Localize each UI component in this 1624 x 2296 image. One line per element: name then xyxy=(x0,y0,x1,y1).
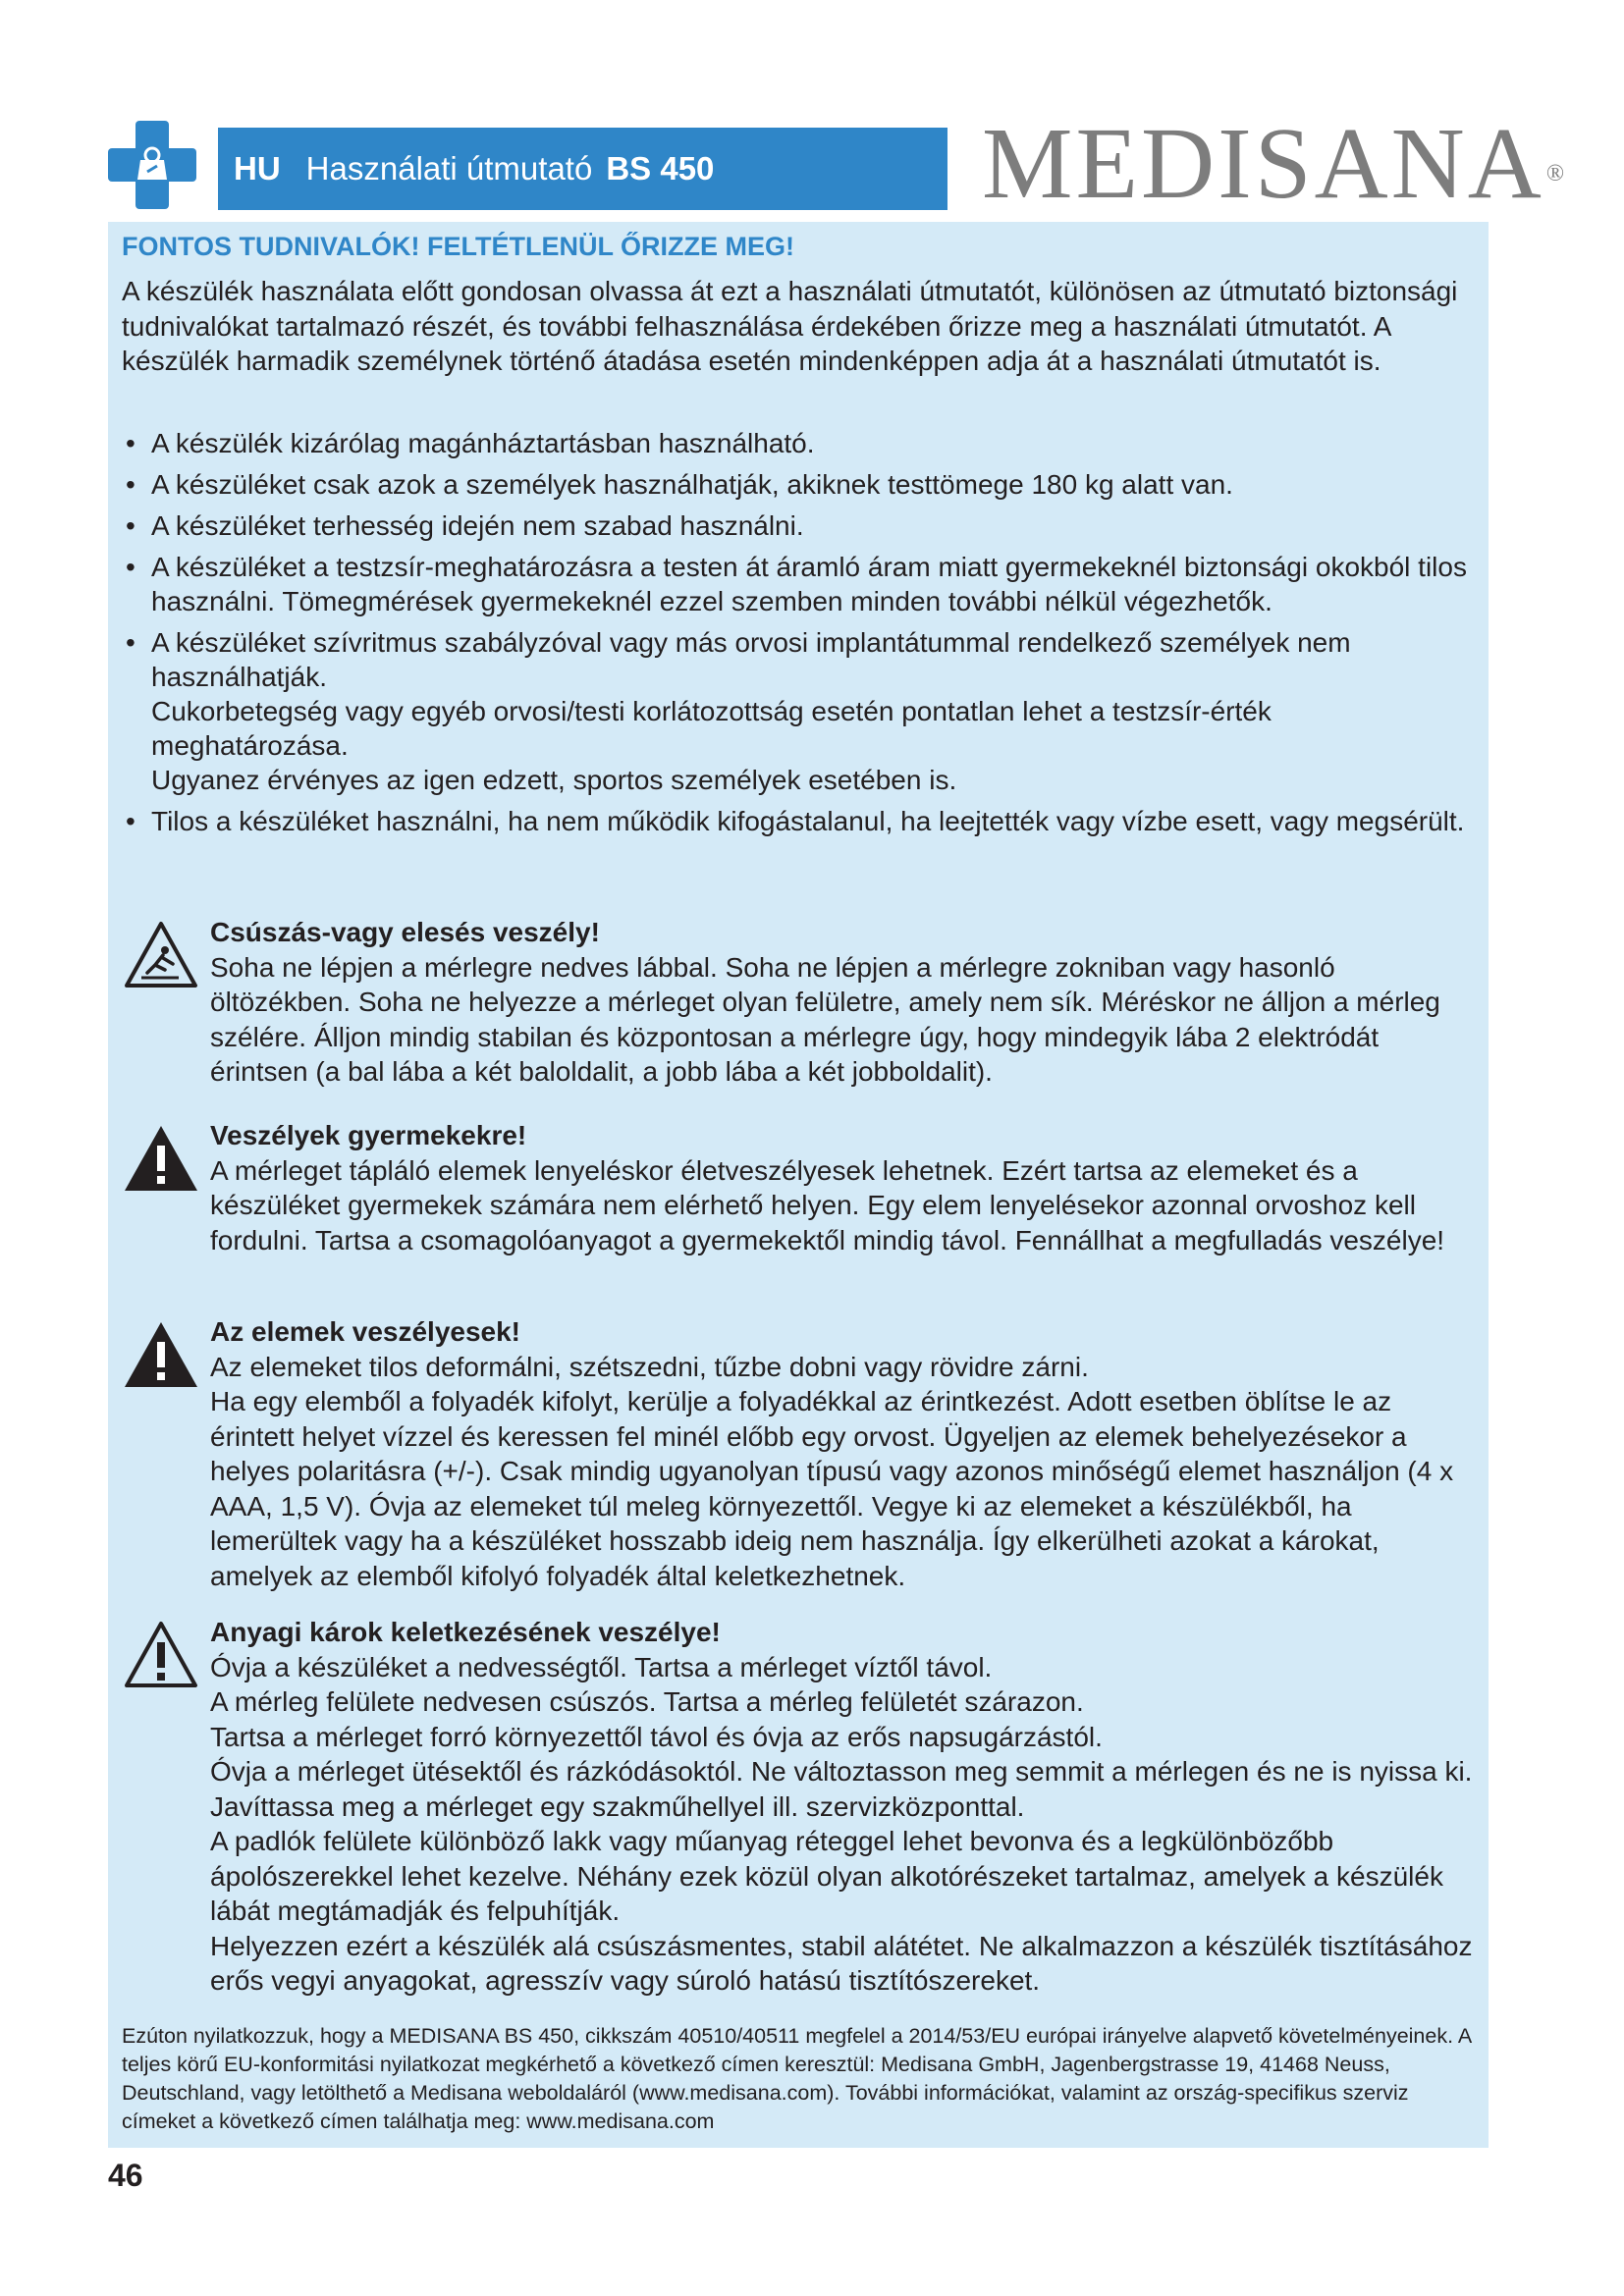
warning-property-damage xyxy=(124,1615,1479,1999)
conformity-declaration: Ezúton nyilatkozzuk, hogy a MEDISANA BS 450, cikkszám 40510/40511 megfelel a 2014/53/EU európai irányelve alapvető követelményeinek. A teljes körű EU-konformitási nyilatkozat megkérhető a következő címen keresztül: Medisana GmbH, Jagenbergstrasse 19, 41468 Neuss, Deutschland, vagy letölthető a Medisana weboldaláról (www.medisana.com). További információkat, valamint az ország-specifikus szerviz címeket a következő címen találhatja meg: www.medisana.com xyxy=(122,2024,1472,2133)
header-bar xyxy=(218,128,947,210)
warning-line: A padlók felülete különböző lakk vagy műanyag réteggel lehet bevonva és a legkülönbözőbb ápolószerekkel lehet kezelve. Néhány ezek közül olyan alkotórészeket tartalmaz, amelyek a készülék lábát megtámadják és felpuhítják. xyxy=(210,1826,1443,1926)
caution-warning-icon xyxy=(124,1621,198,1689)
warning-text: Soha ne lépjen a mérlegre nedves lábbal. Soha ne lépjen a mérlegre zokniban vagy hasonló öltözékben. Soha ne helyezze a mérleget olyan felületre, amely nem sík. Méréskor ne álljon a mérleg szélére. Álljon mindig stabilan és központosan a mérlegre úgy, hogy mindegyik lába 2 elektródát érintsen (a bal lába a két baloldalit, a jobb lába a két jobboldalit). xyxy=(210,951,1440,1087)
warning-line: Óvja a mérleget ütésektől és rázkódásoktól. Ne változtasson meg semmit a mérlegen és ne is nyissa ki. Javíttassa meg a mérleget egy szakműhellyel ill. szervizközponttal. xyxy=(210,1756,1473,1822)
list-item: • A készüléket szívritmus szabályzóval vagy más orvosi implantátummal rendelkező személyek nem használhatják. Cukorbetegség vagy egyéb orvosi/testi korlátozottság esetén pontatlan lehet a testzsír-érték meghatározása. Ugyanez érvényes az igen edzett, sportos személyek esetében is. xyxy=(126,627,1351,795)
warning-line: A mérleg felülete nedvesen csúszós. Tartsa a mérleg felületét szárazon. xyxy=(210,1686,1084,1717)
brand-logo xyxy=(982,107,1568,220)
warning-line: Helyezzen ezért a készülék alá csúszásmentes, stabil alátétet. Ne alkalmazzon a készülék tisztításához erős vegyi anyagokat, agresszív vagy súroló hatású tisztítószereket. xyxy=(210,1930,1473,1996)
safety-intro: A készülék használata előtt gondosan olvassa át ezt a használati útmutatót, különösen az útmutató biztonsági tudnivalókat tartalmazó részét, és további felhasználása érdekében őrizze meg a használati útmutatót. A készülék harmadik személynek történő átadása esetén mindenképpen adja át a használati útmutatót is. xyxy=(122,276,1458,376)
warning-slip xyxy=(124,915,1479,1090)
page-number: 46 xyxy=(108,2158,143,2193)
warning-batteries xyxy=(124,1314,1479,1593)
manual-title: Használati útmutató xyxy=(305,150,593,187)
medical-cross-logo-icon xyxy=(108,121,196,209)
safety-heading: FONTOS TUDNIVALÓK! FELTÉTLENÜL ŐRIZZE MEG! xyxy=(122,232,794,261)
list-item: • A készülék kizárólag magánháztartásban használható. xyxy=(126,428,815,458)
safety-bullet-list xyxy=(122,426,1475,838)
danger-warning-icon xyxy=(124,1320,198,1389)
warning-text: Ha egy elemből a folyadék kifolyt, kerülje a folyadékkal az érintkezést. Adott esetben öblítse le az érintett helyet vízzel és keressen fel minél előbb egy orvost. Ügyeljen az elemek behelyezésekor a helyes polaritásra (+/-). Csak mindig ugyanolyan típusú vagy azonos minőségű elemet használjon (4 x AAA, 1,5 V). Óvja az elemeket túl meleg környezettől. Vegye ki az elemeket a készülékből, ha lemerültek vagy ha a készüléket hosszabb ideig nem használja. Így elkerülheti azokat a károkat, amelyek az elemből kifolyó folyadék által keletkezhetnek. xyxy=(210,1386,1454,1591)
warning-text: A mérleget tápláló elemek lenyeléskor életveszélyesek lehetnek. Ezért tartsa az elemeket és a készüléket gyermekek számára nem elérhető helyen. Egy elem lenyelésekor azonnal orvoshoz kell fordulni. Tartsa a csomagolóanyagot a gyermekektől mindig távol. Fennállhat a megfulladás veszélye! xyxy=(210,1154,1445,1255)
warning-title: Veszélyek gyermekekre! xyxy=(210,1120,527,1150)
slip-warning-icon xyxy=(124,921,198,989)
warning-children xyxy=(124,1118,1479,1257)
danger-warning-icon xyxy=(124,1124,198,1193)
registered-mark: ® xyxy=(1545,161,1568,187)
warning-title: Csúszás-vagy elesés veszély! xyxy=(210,917,600,947)
list-item: • Tilos a készüléket használni, ha nem működik kifogástalanul, ha leejtették vagy vízbe esett, vagy megsérült. xyxy=(126,806,1465,836)
list-item: • A készüléket terhesség idején nem szabad használni. xyxy=(126,510,804,541)
language-code: HU xyxy=(234,150,281,187)
warning-text: Az elemeket tilos deformálni, szétszedni, tűzbe dobni vagy rövidre zárni. xyxy=(210,1351,1089,1382)
list-item: • A készüléket csak azok a személyek használhatják, akiknek testtömege 180 kg alatt van. xyxy=(126,469,1233,500)
model-number: BS 450 xyxy=(606,150,715,187)
warning-title: Anyagi károk keletkezésének veszélye! xyxy=(210,1617,721,1647)
warning-line: Óvja a készüléket a nedvességtől. Tartsa a mérleget víztől távol. xyxy=(210,1651,993,1682)
warning-title: Az elemek veszélyesek! xyxy=(210,1316,520,1347)
brand-name: MEDISANA xyxy=(982,107,1544,220)
warning-line: Tartsa a mérleget forró környezettől távol és óvja az erős napsugárzástól. xyxy=(210,1721,1103,1752)
list-item: • A készüléket a testzsír-meghatározásra a testen át áramló áram miatt gyermekeknél biztonsági okokból tilos használni. Tömegmérések gyermekeknél ezzel szemben minden további nélkül végezhetők. xyxy=(126,552,1467,616)
